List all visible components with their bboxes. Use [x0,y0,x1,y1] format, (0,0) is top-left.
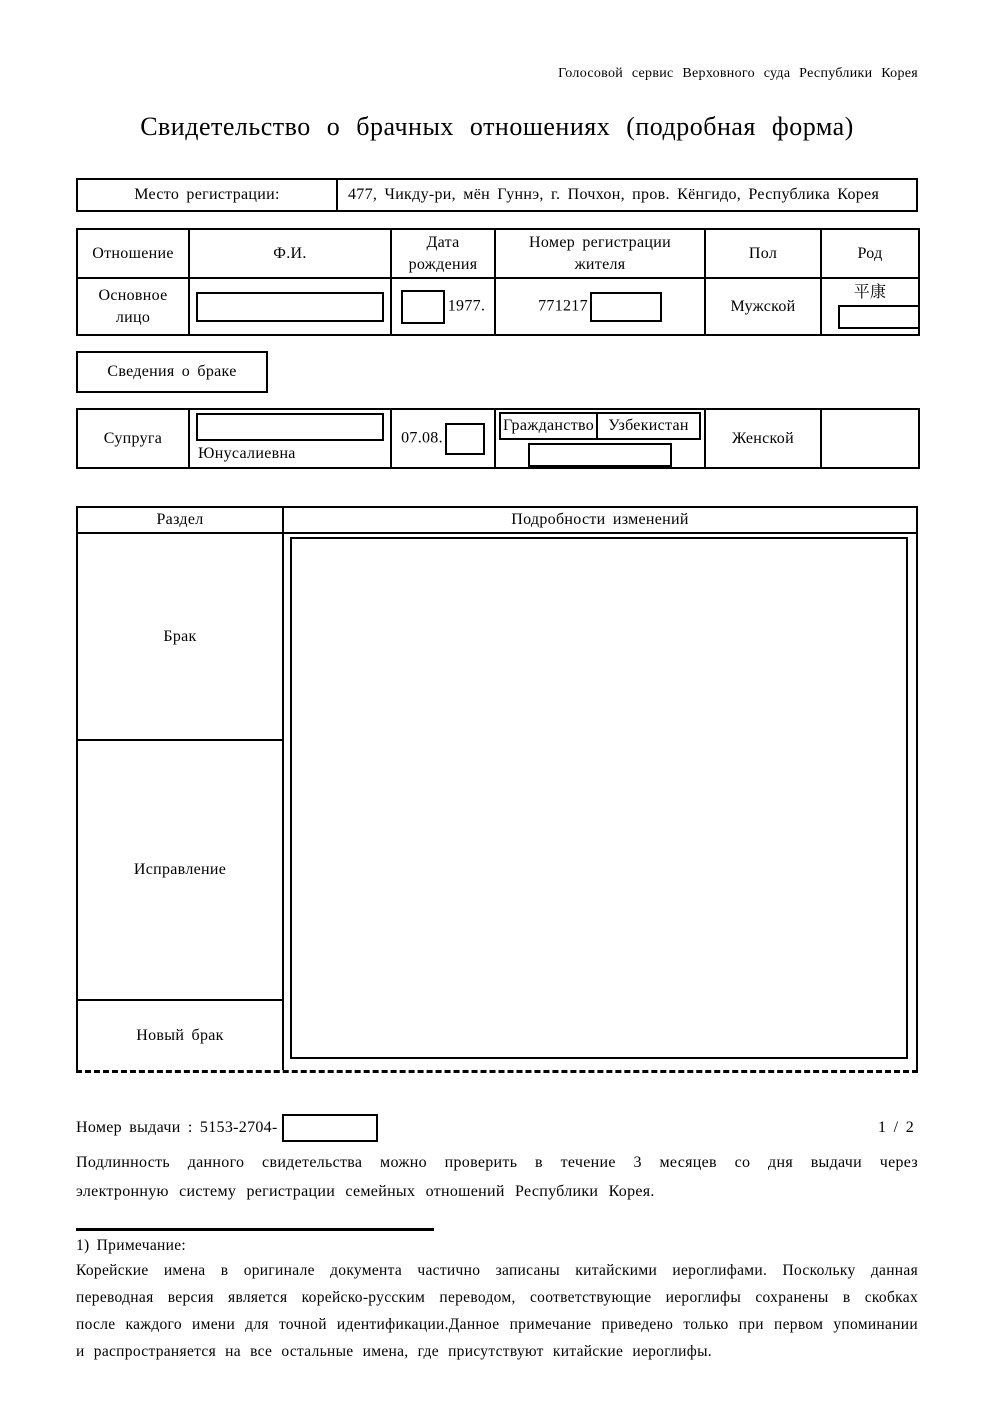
header-relation: Отношение [77,229,189,278]
header-section: Раздел [78,508,284,532]
person-name-cell [189,278,391,335]
section-new-marriage: Новый брак [136,1026,224,1044]
section-marriage: Брак [78,534,282,741]
footnote-title: 1) Примечание: [76,1237,186,1254]
person-birth-year: 1977. [447,297,486,315]
redaction-box-issue-number [282,1114,378,1142]
redaction-box-reg-number [590,292,662,322]
spouse-row [77,409,919,468]
spouse-relation: Супруга [77,409,189,468]
spouse-table [76,408,920,469]
registration-place-table [76,178,918,212]
redaction-box-birth-day [401,290,445,324]
person-birth-cell [391,278,495,335]
header-sex: Пол [705,229,821,278]
header-resident-number: Номер регистрации жителя [495,229,705,278]
registration-place-value: 477, Чикду-ри, мён Гуннэ, г. Почхон, пров. Кёнгидо, Республика Корея [337,179,917,211]
person-clan-cell [821,278,919,335]
spouse-birth-date: 07.08. [401,429,443,447]
person-table [76,228,920,336]
citizenship-subtable [499,412,701,440]
spouse-name-patronymic: Юнусалиевна [198,445,296,462]
person-reg-number-prefix: 771217 [538,297,588,315]
page-content [76,0,918,1365]
registration-place-label: Место регистрации: [77,179,337,211]
citizenship-label: Гражданство [501,414,598,438]
person-table-header-row [77,229,919,278]
validity-statement: Подлинность данного свидетельства можно проверить в течение 3 месяцев со дня выдачи через электронную систему регистрации семейных отношений Республики Корея. [76,1154,918,1200]
footnote-body: Корейские имена в оригинале документа частично записаны китайскими иероглифами. Поскольку данная переводная версия является корейско-русским переводом, соответствующие иероглифы сохранены в скобках после каждого имени для точной идентификации.Данное примечание приведено только при первом упоминании и распространяется на все остальные имена, где присутствуют китайские иероглифы. [76,1262,918,1360]
spouse-citizenship-cell [495,409,705,468]
header-name: Ф.И. [189,229,391,278]
redaction-box-clan [838,305,920,329]
spouse-name-cell [189,409,391,468]
person-sex: Мужской [705,278,821,335]
change-details-column [284,534,916,1070]
marriage-section-label: Сведения о браке [107,363,237,380]
person-clan-hanja: 平康 [853,282,887,301]
changes-table-body [78,534,916,1070]
page-indicator: 1 / 2 [878,1119,914,1136]
footnote [76,1228,918,1365]
redaction-box-person-name [196,292,384,322]
header-clan: Род [821,229,919,278]
changes-table-header [78,508,916,534]
footnote-divider [76,1228,434,1231]
person-table-data-row [77,278,919,335]
redaction-box-change-details [290,537,908,1059]
issue-number-line [76,1114,918,1142]
document-title: Свидетельство о брачных отношениях (подробная форма) [140,112,854,141]
issue-number-label: Номер выдачи : 5153-2704- [76,1119,278,1136]
citizenship-value: Узбекистан [608,417,689,434]
section-correction: Исправление [78,741,282,1001]
person-relation: Основное лицо [77,278,189,335]
person-reg-number-cell [495,278,705,335]
redaction-box-spouse-name [196,413,384,441]
header-birth-date: Дата рождения [391,229,495,278]
header-change-details: Подробности изменений [511,511,689,528]
spouse-empty-cell [821,409,919,468]
marriage-section-box [76,351,268,393]
changes-sections-column [78,534,284,1070]
spouse-sex: Женской [705,409,821,468]
issuing-service-header: Голосовой сервис Верховного суда Республики Корея [558,66,918,81]
redaction-box-spouse-birth-year [445,423,485,455]
redaction-box-citizenship-detail [528,443,672,467]
changes-table [76,506,918,1073]
spouse-birth-cell [391,409,495,468]
